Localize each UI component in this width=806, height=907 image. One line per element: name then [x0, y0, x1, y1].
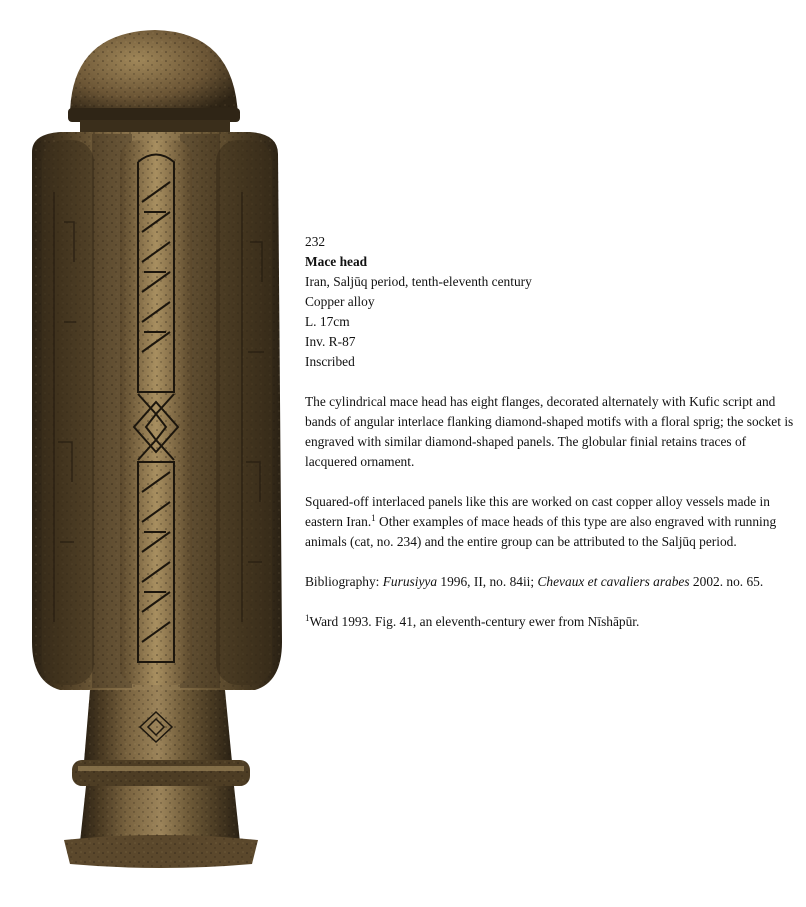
mace-head-photo: [20, 22, 290, 870]
bibliography-label: Bibliography:: [305, 574, 383, 589]
catalog-number: 232: [305, 234, 326, 249]
bibliography: [305, 572, 800, 592]
bibliography-ref2-detail: 2002. no. 65.: [689, 574, 764, 589]
dimensions: L. 17cm: [305, 314, 350, 329]
comparison-text-part2: Other examples of mace heads of this type are also engraved with running animals (cat, no. 234) and the entire group can be attributed to the Saljūq period.: [305, 514, 777, 549]
footnote-reference: 1: [371, 513, 376, 523]
globular-finial: [68, 30, 240, 122]
description-paragraph: The cylindrical mace head has eight flanges, decorated alternately with Kufic script and bands of angular interlace flanking diamond-shaped motifs with a floral sprig; the socket is engraved with similar diamond-shaped panels. The globular finial retains traces of lacquered ornament.: [305, 394, 794, 469]
socket: [64, 690, 258, 868]
inscription-note: Inscribed: [305, 354, 355, 369]
footnote-mark: 1: [305, 613, 310, 623]
material: Copper alloy: [305, 294, 375, 309]
comparison-text-part1: Squared-off interlaced panels like this are worked on cast copper alloy vessels made in eastern Iran.: [305, 494, 770, 529]
catalog-entry: [305, 232, 800, 632]
neck-ring: [80, 120, 230, 134]
mace-head-illustration: [20, 22, 290, 870]
origin-date: Iran, Saljūq period, tenth-eleventh century: [305, 274, 532, 289]
bibliography-ref2-title: Chevaux et cavaliers arabes: [537, 574, 690, 589]
flanged-body: [32, 132, 282, 690]
footnote: [305, 612, 800, 632]
bibliography-ref1-title: Furusiyya: [382, 574, 438, 589]
bibliography-ref1-detail: 1996, II, no. 84ii;: [437, 574, 538, 589]
inventory-number: Inv. R-87: [305, 334, 356, 349]
footnote-text: Ward 1993. Fig. 41, an eleventh-century ewer from Nīshāpūr.: [309, 614, 640, 629]
object-title: Mace head: [305, 254, 368, 269]
comparison-paragraph: [305, 492, 800, 552]
